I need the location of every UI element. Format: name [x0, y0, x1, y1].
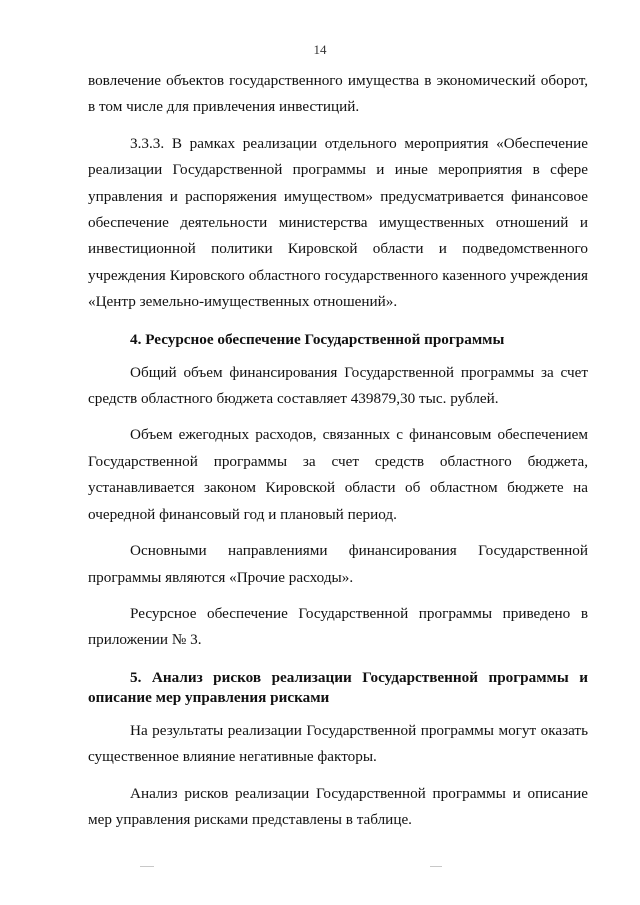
- section-4-paragraph: Основными направлениями финансирования Государственной программы являются «Прочие расходы».: [88, 542, 588, 586]
- section-5-heading: 5. Анализ рисков реализации Государственной программы и описание мер управления рисками: [88, 668, 588, 706]
- section-4-paragraph: Общий объем финансирования Государственной программы за счет средств областного бюджета составляет 439879,30 тыс. рублей.: [88, 363, 588, 408]
- section-4-paragraph: Ресурсное обеспечение Государственной программы приведено в приложении № 3.: [88, 604, 588, 649]
- page-number: 14: [313, 42, 327, 57]
- paragraph-3-3-3: 3.3.3. В рамках реализации отдельного мероприятия «Обеспечение реализации Государственной программы и иные мероприятия в сфере управления и распоряжения имуществом» предусматривается финансовое обеспечение деятельности министерства имущественных отношений и инвестиционной политики Кировской области и подведомственного учреждения Кировского областного государственного казенного учреждения «Центр земельно-имущественных отношений».: [88, 134, 588, 311]
- section-5-paragraph: Анализ рисков реализации Государственной программы и описание мер управления рисками представлены в таблице.: [88, 784, 588, 828]
- section-4-heading: 4. Ресурсное обеспечение Государственной программы: [130, 330, 505, 348]
- scan-speck: [430, 866, 442, 867]
- document-body: [88, 68, 588, 843]
- section-4-paragraph: Объем ежегодных расходов, связанных с финансовым обеспечением Государственной программы за счет средств областного бюджета, устанавливается законом Кировской области об областном бюджете на очередной финансовый год и плановый период.: [88, 426, 588, 523]
- paragraph-3-continued: вовлечение объектов государственного имущества в экономический оборот, в том числе для привлечения инвестиций.: [88, 72, 588, 116]
- scan-speck: [140, 866, 154, 867]
- section-5-paragraph: На результаты реализации Государственной программы могут оказать существенное влияние негативные факторы.: [88, 721, 588, 766]
